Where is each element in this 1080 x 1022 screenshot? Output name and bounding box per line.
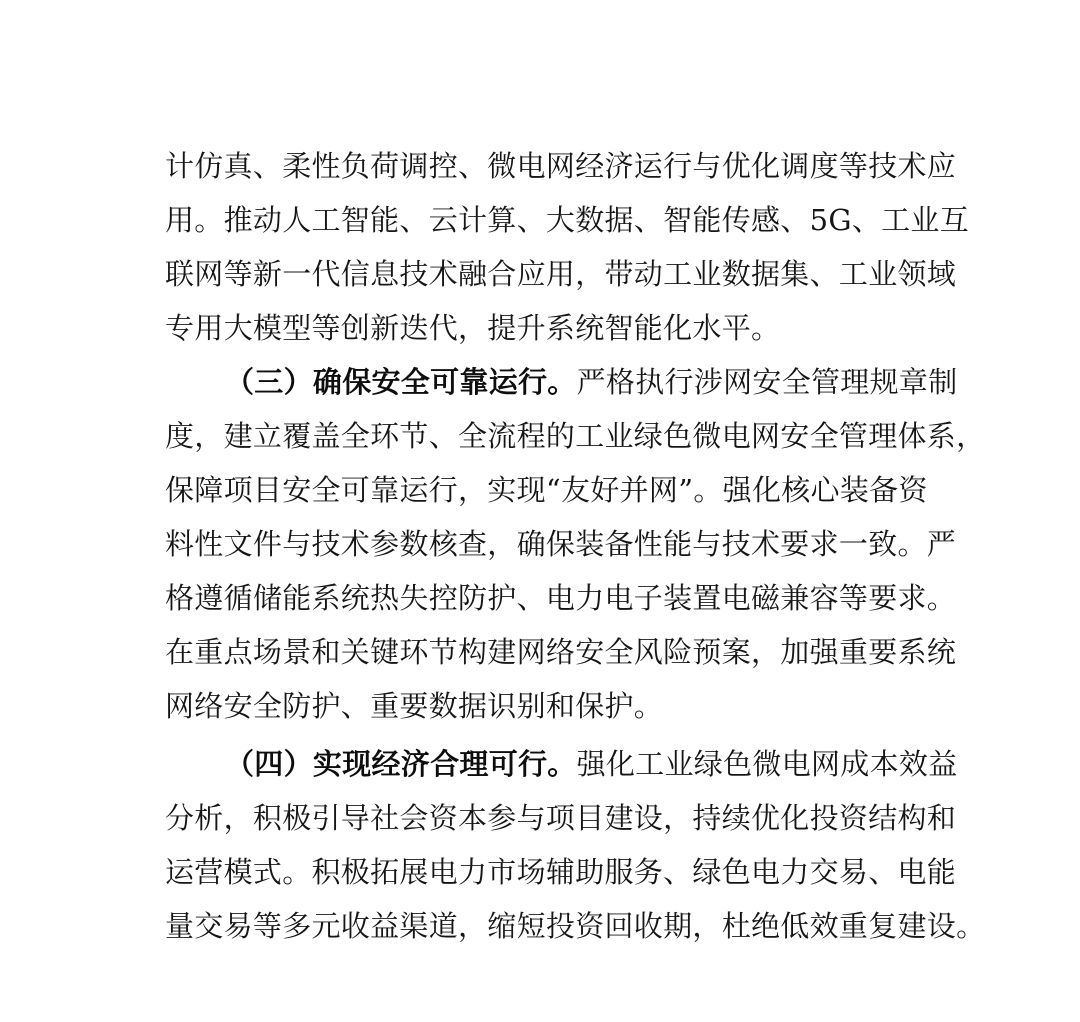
paragraph-line: 联网等新一代信息技术融合应用，带动工业数据集、工业领域 [165,257,957,291]
paragraph-line: 分析，积极引导社会资本参与项目建设，持续优化投资结构和 [165,801,957,835]
section-3-first-line-text: 严格执行涉网安全管理规章制 [576,365,958,399]
paragraph-line: 保障项目安全可靠运行，实现“友好并网”。强化核心装备资 [165,473,928,507]
section-3-first-line [225,355,958,409]
paragraph-line: 在重点场景和关键环节构建网络安全风险预案，加强重要系统 [165,635,957,669]
paragraph-line: 料性文件与技术参数核查，确保装备性能与技术要求一致。严 [165,527,957,561]
paragraph-line: 用。推动人工智能、云计算、大数据、智能传感、5G、工业互 [165,203,970,237]
section-3-heading: （三）确保安全可靠运行。 [225,365,577,399]
section-4-first-line-text: 强化工业绿色微电网成本效益 [576,747,958,781]
paragraph-line: 计仿真、柔性负荷调控、微电网经济运行与优化调度等技术应 [165,149,957,183]
paragraph-line: 格遵循储能系统热失控防护、电力电子装置电磁兼容等要求。 [165,581,957,615]
paragraph-line: 运营模式。积极拓展电力市场辅助服务、绿色电力交易、电能 [165,855,957,889]
paragraph-line: 量交易等多元收益渠道，缩短投资回收期，杜绝低效重复建设。 [165,909,986,943]
paragraph-line: 度，建立覆盖全环节、全流程的工业绿色微电网安全管理体系， [165,419,986,453]
section-4-heading: （四）实现经济合理可行。 [225,747,577,781]
paragraph-line: 网络安全防护、重要数据识别和保护。 [165,689,664,723]
paragraph-line: 专用大模型等创新迭代，提升系统智能化水平。 [165,311,781,345]
section-4-first-line [225,737,958,791]
